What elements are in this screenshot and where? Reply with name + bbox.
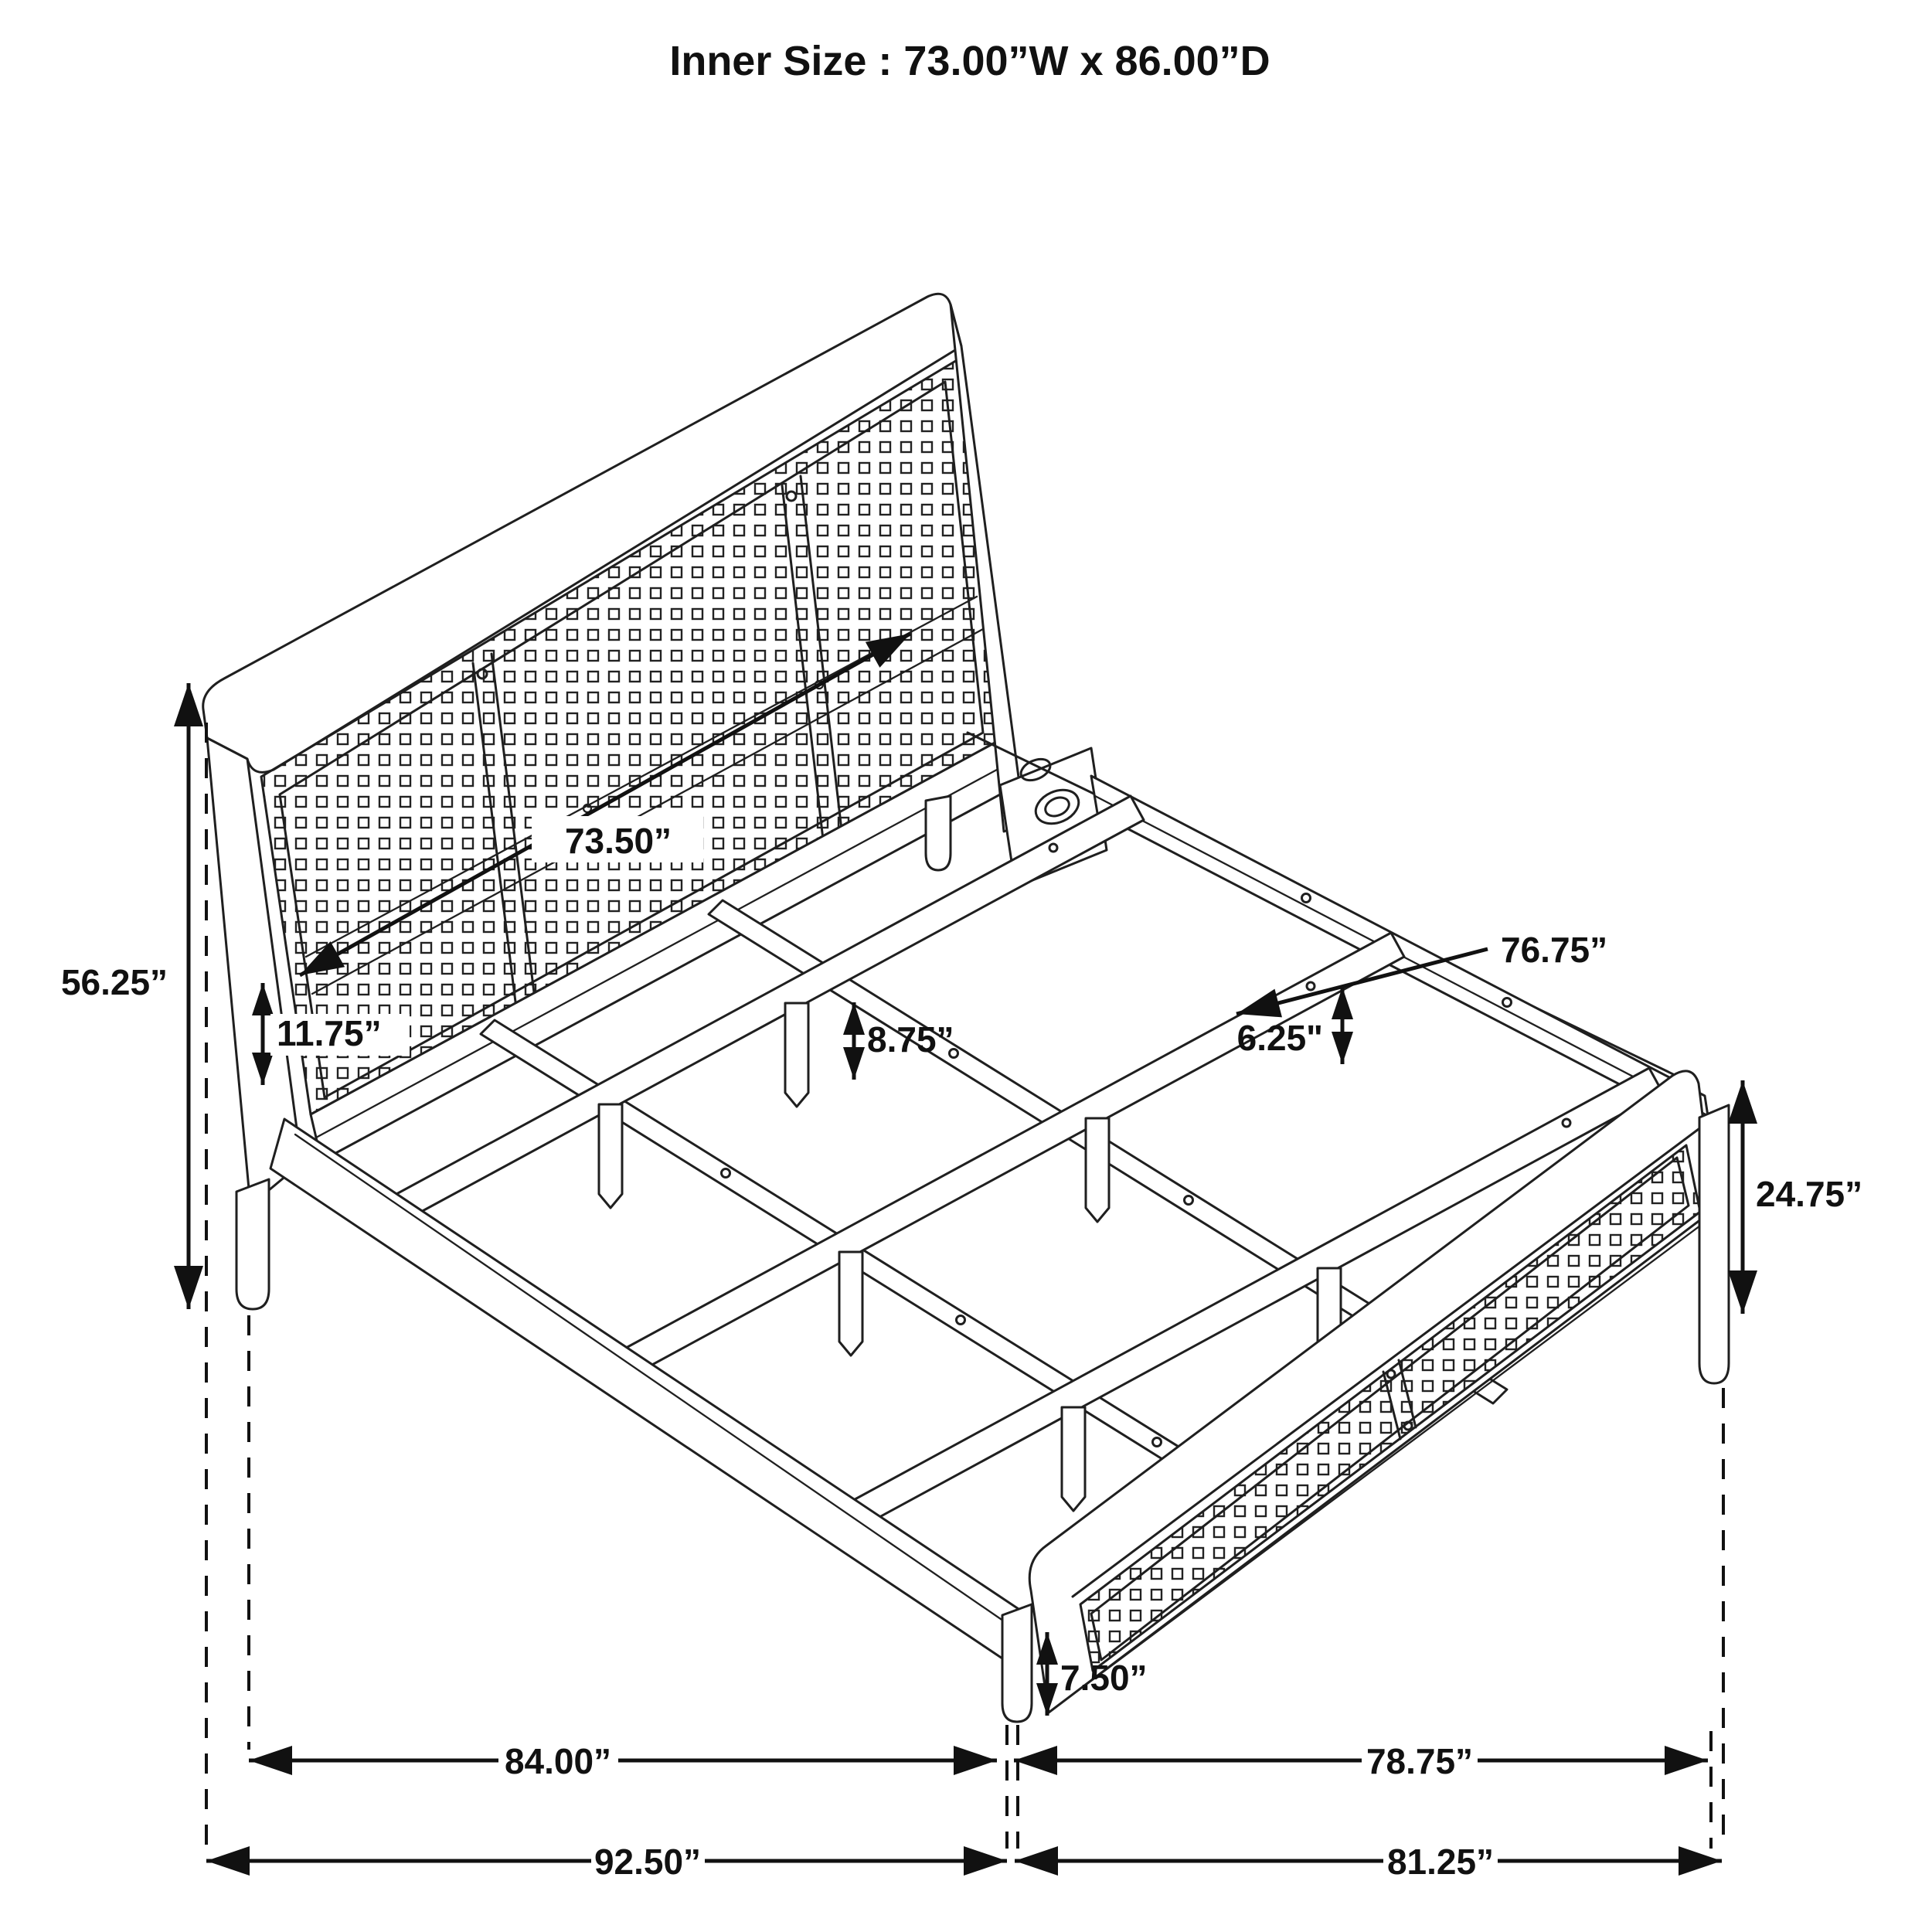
headboard-hanger-pin — [926, 796, 951, 870]
dim-label-11-75: 11.75” — [277, 1013, 382, 1053]
slat-leg — [839, 1252, 862, 1355]
slat-leg — [599, 1104, 622, 1208]
page-title: Inner Size : 73.00”W x 86.00”D — [669, 38, 1270, 84]
dim-label-81-25: 81.25” — [1386, 1842, 1495, 1882]
bed-frame-drawing — [203, 294, 1729, 1722]
headboard-left-leg — [236, 1179, 269, 1309]
dim-label-84-00: 84.00” — [504, 1741, 612, 1781]
dim-label-24-75: 24.75” — [1756, 1174, 1863, 1214]
dim-label-78-75: 78.75” — [1366, 1741, 1474, 1781]
footboard-right-leg — [1699, 1105, 1729, 1383]
dim-label-92-50: 92.50” — [594, 1842, 702, 1882]
slat-leg — [1086, 1118, 1109, 1222]
dim-label-73-50: 73.50” — [564, 821, 672, 861]
footboard-left-leg — [1002, 1604, 1032, 1722]
dim-label-8-75: 8.75” — [867, 1019, 954, 1060]
dim-label-7-50: 7.50” — [1060, 1658, 1148, 1698]
slat-leg — [1062, 1407, 1085, 1511]
slat-leg — [785, 1003, 808, 1107]
dim-label-6-25: 6.25" — [1236, 1018, 1323, 1058]
dim-label-56-25: 56.25” — [60, 962, 168, 1002]
dim-label-76-75: 76.75” — [1501, 930, 1608, 970]
footboard — [1002, 1071, 1729, 1722]
